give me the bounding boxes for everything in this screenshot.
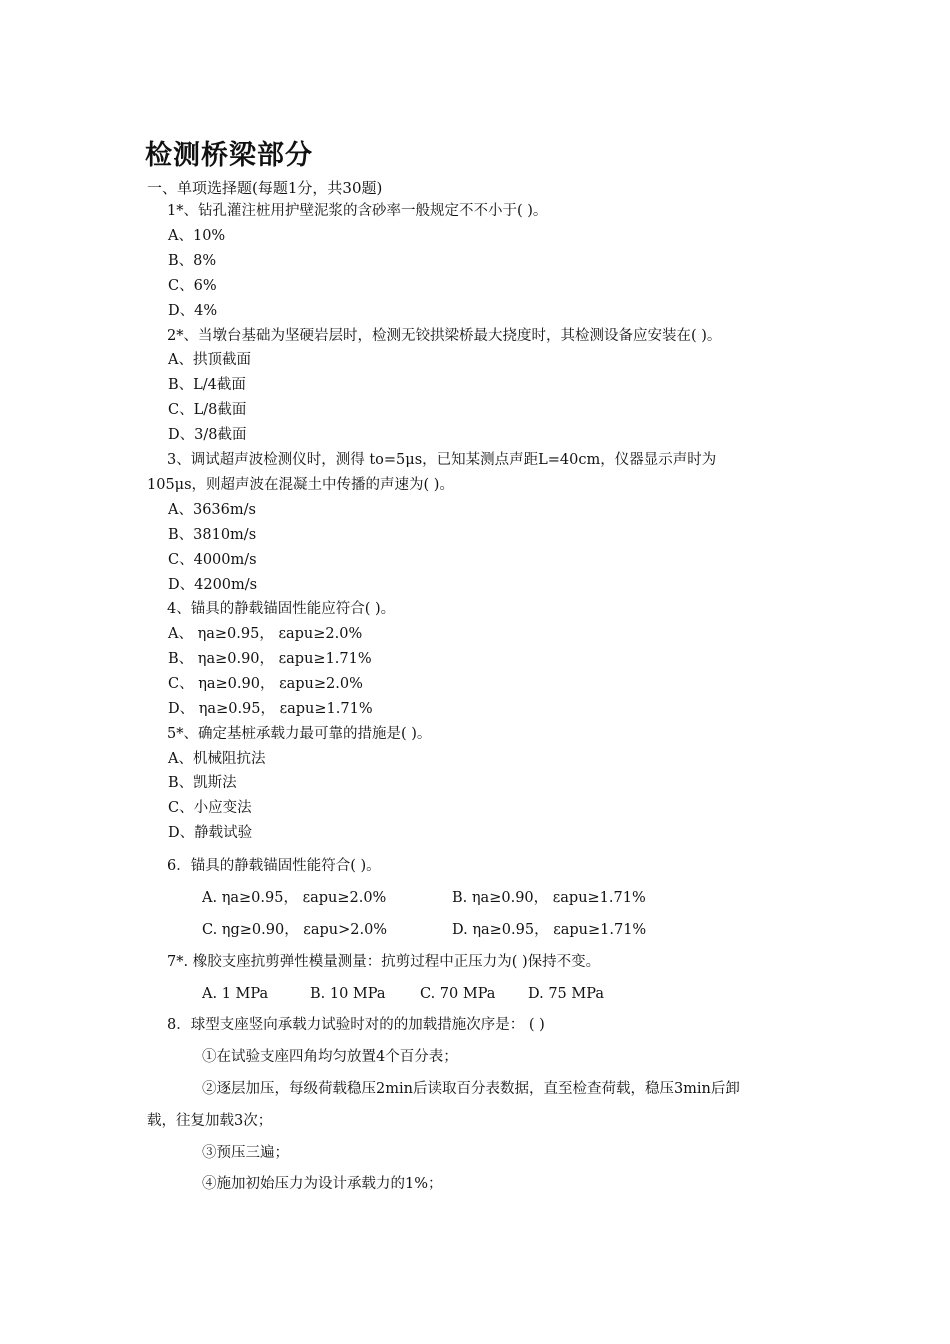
question-3-option-c: C、4000m/s — [168, 552, 257, 568]
question-6-option-d: D. ηa≥0.95， εapu≥1.71% — [452, 922, 647, 938]
question-4-option-b: B、 ηa≥0.90， εapu≥1.71% — [168, 651, 372, 667]
question-7-options-row — [202, 984, 604, 1004]
question-5-stem: 5*、确定基桩承载力最可靠的措施是( )。 — [167, 726, 432, 742]
question-5-option-b: B、凯斯法 — [168, 775, 237, 791]
question-7-option-b: B. 10 MPa — [310, 986, 386, 1002]
question-3-option-d: D、4200m/s — [168, 577, 258, 593]
question-6-options-row1 — [202, 888, 646, 908]
question-1-option-a: A、10% — [168, 228, 226, 244]
question-7-option-a: A. 1 MPa — [202, 986, 269, 1002]
question-3-option-a: A、3636m/s — [168, 502, 256, 518]
question-5-option-d: D、静载试验 — [168, 825, 253, 841]
question-4-stem: 4、锚具的静载锚固性能应符合( )。 — [167, 601, 396, 617]
question-3-option-b: B、3810m/s — [168, 527, 257, 543]
question-4-option-a: A、 ηa≥0.95， εapu≥2.0% — [168, 626, 363, 642]
question-8-step-1: ①在试验支座四角均匀放置4个百分表； — [202, 1049, 458, 1065]
question-3-stem-line1: 3、调试超声波检测仪时，测得 to=5μs，已知某测点声距L=40cm，仪器显示声时为 — [167, 452, 717, 468]
question-8-step-4: ④施加初始压力为设计承载力的1%； — [202, 1176, 443, 1192]
question-5-option-a: A、机械阻抗法 — [168, 751, 266, 767]
question-6-options-row2 — [202, 920, 646, 940]
question-4-option-c: C、 ηa≥0.90， εapu≥2.0% — [168, 676, 363, 692]
question-8-step-3: ③预压三遍； — [202, 1145, 289, 1161]
section-heading: 一、单项选择题(每题1分，共30题) — [147, 179, 383, 197]
question-1-option-d: D、4% — [168, 303, 218, 319]
question-6-stem: 6．锚具的静载锚固性能符合( )。 — [167, 858, 381, 874]
question-8-stem: 8．球型支座竖向承载力试验时对的的加载措施次序是： ( ) — [167, 1017, 545, 1033]
document-title: 检测桥梁部分 — [145, 140, 313, 171]
question-2-stem: 2*、当墩台基础为坚硬岩层时，检测无铰拱梁桥最大挠度时，其检测设备应安装在( )。 — [167, 328, 722, 344]
question-6-option-c: C. ηg≥0.90， εapu>2.0% — [202, 922, 388, 938]
question-1-option-b: B、8% — [168, 253, 217, 269]
question-7-stem: 7*. 橡胶支座抗剪弹性模量测量：抗剪过程中正压力为( )保持不变。 — [167, 954, 601, 970]
question-2-option-a: A、拱顶截面 — [168, 352, 251, 368]
question-2-option-d: D、3/8截面 — [168, 427, 247, 443]
question-3-stem-line2: 105μs，则超声波在混凝土中传播的声速为( )。 — [147, 477, 454, 493]
question-6-option-b: B. ηa≥0.90， εapu≥1.71% — [452, 890, 646, 906]
question-1-option-c: C、6% — [168, 278, 217, 294]
question-6-option-a: A. ηa≥0.95， εapu≥2.0% — [202, 890, 387, 906]
question-8-step-2-line1: ②逐层加压，每级荷载稳压2min后读取百分表数据，直至检查荷载，稳压3min后卸 — [202, 1081, 740, 1097]
question-1-stem: 1*、钻孔灌注桩用护壁泥浆的含砂率一般规定不不小于( )。 — [167, 203, 548, 219]
question-7-option-c: C. 70 MPa — [420, 986, 496, 1002]
question-2-option-b: B、L/4截面 — [168, 377, 246, 393]
question-2-option-c: C、L/8截面 — [168, 402, 247, 418]
question-4-option-d: D、 ηa≥0.95， εapu≥1.71% — [168, 701, 373, 717]
question-7-option-d: D. 75 MPa — [528, 986, 604, 1002]
question-8-step-2-line2: 载，往复加载3次； — [147, 1113, 273, 1129]
question-5-option-c: C、小应变法 — [168, 800, 252, 816]
